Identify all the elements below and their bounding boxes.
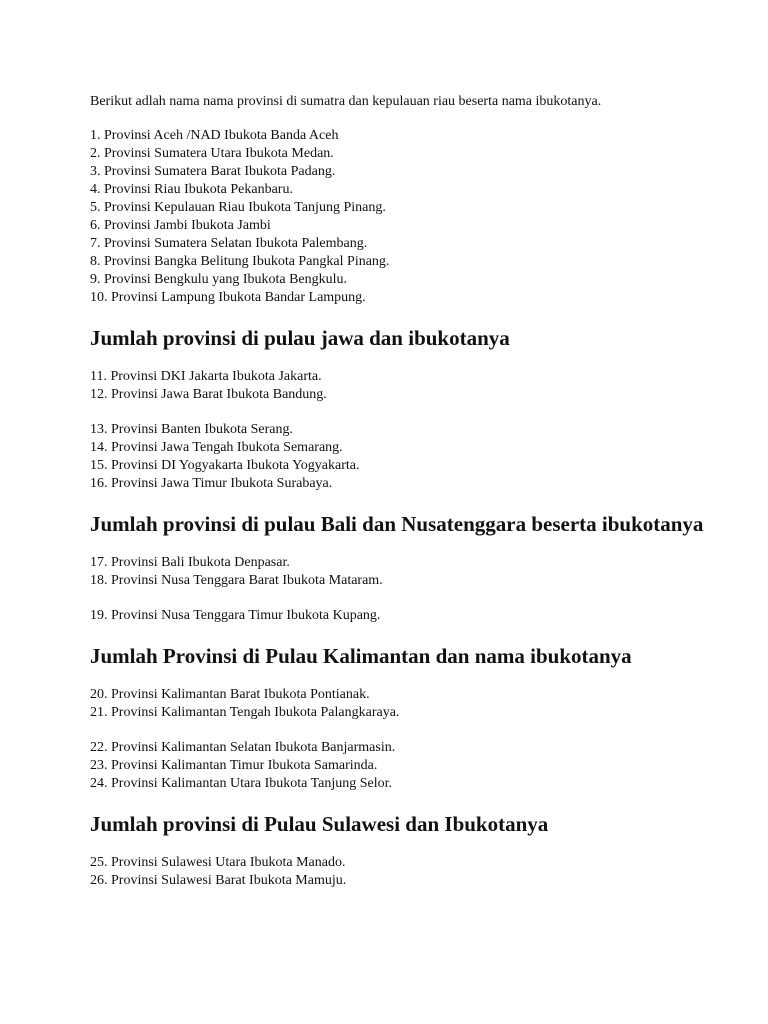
list-item: 3. Provinsi Sumatera Barat Ibukota Padang. xyxy=(90,164,336,179)
jawa-province-list-2 xyxy=(90,421,728,493)
list-item: 6. Provinsi Jambi Ibukota Jambi xyxy=(90,218,271,233)
jawa-heading: Jumlah provinsi di pulau jawa dan ibukotanya xyxy=(90,326,510,350)
list-item: 19. Provinsi Nusa Tenggara Timur Ibukota Kupang. xyxy=(90,608,381,623)
list-item: 24. Provinsi Kalimantan Utara Ibukota Tanjung Selor. xyxy=(90,776,393,791)
list-item: 8. Provinsi Bangka Belitung Ibukota Pangkal Pinang. xyxy=(90,254,390,269)
sumatra-province-list xyxy=(90,127,728,307)
list-item: 20. Provinsi Kalimantan Barat Ibukota Pontianak. xyxy=(90,687,370,702)
bali-heading: Jumlah provinsi di pulau Bali dan Nusatenggara beserta ibukotanya xyxy=(90,512,704,536)
bali-province-list-2 xyxy=(90,607,728,625)
kalimantan-heading: Jumlah Provinsi di Pulau Kalimantan dan nama ibukotanya xyxy=(90,644,632,668)
sulawesi-heading: Jumlah provinsi di Pulau Sulawesi dan Ibukotanya xyxy=(90,812,549,836)
list-item: 10. Provinsi Lampung Ibukota Bandar Lampung. xyxy=(90,290,366,305)
kalimantan-province-list-2 xyxy=(90,739,728,793)
list-item: 21. Provinsi Kalimantan Tengah Ibukota Palangkaraya. xyxy=(90,705,400,720)
kalimantan-province-list-1 xyxy=(90,686,728,722)
list-item: 22. Provinsi Kalimantan Selatan Ibukota Banjarmasin. xyxy=(90,740,396,755)
intro-paragraph: Berikut adlah nama nama provinsi di sumatra dan kepulauan riau beserta nama ibukotanya. xyxy=(90,94,602,109)
sulawesi-province-list-1 xyxy=(90,854,728,890)
list-item: 14. Provinsi Jawa Tengah Ibukota Semarang. xyxy=(90,440,343,455)
bali-province-list-1 xyxy=(90,554,728,590)
list-item: 25. Provinsi Sulawesi Utara Ibukota Manado. xyxy=(90,855,346,870)
list-item: 26. Provinsi Sulawesi Barat Ibukota Mamuju. xyxy=(90,873,347,888)
list-item: 1. Provinsi Aceh /NAD Ibukota Banda Aceh xyxy=(90,128,339,143)
list-item: 7. Provinsi Sumatera Selatan Ibukota Palembang. xyxy=(90,236,368,251)
list-item: 12. Provinsi Jawa Barat Ibukota Bandung. xyxy=(90,387,327,402)
list-item: 5. Provinsi Kepulauan Riau Ibukota Tanjung Pinang. xyxy=(90,200,386,215)
list-item: 17. Provinsi Bali Ibukota Denpasar. xyxy=(90,555,290,570)
list-item: 23. Provinsi Kalimantan Timur Ibukota Samarinda. xyxy=(90,758,378,773)
jawa-province-list-1 xyxy=(90,368,728,404)
list-item: 11. Provinsi DKI Jakarta Ibukota Jakarta. xyxy=(90,369,322,384)
list-item: 13. Provinsi Banten Ibukota Serang. xyxy=(90,422,293,437)
list-item: 15. Provinsi DI Yogyakarta Ibukota Yogyakarta. xyxy=(90,458,360,473)
list-item: 18. Provinsi Nusa Tenggara Barat Ibukota Mataram. xyxy=(90,573,383,588)
list-item: 4. Provinsi Riau Ibukota Pekanbaru. xyxy=(90,182,293,197)
list-item: 2. Provinsi Sumatera Utara Ibukota Medan. xyxy=(90,146,334,161)
list-item: 16. Provinsi Jawa Timur Ibukota Surabaya. xyxy=(90,476,333,491)
list-item: 9. Provinsi Bengkulu yang Ibukota Bengkulu. xyxy=(90,272,348,287)
